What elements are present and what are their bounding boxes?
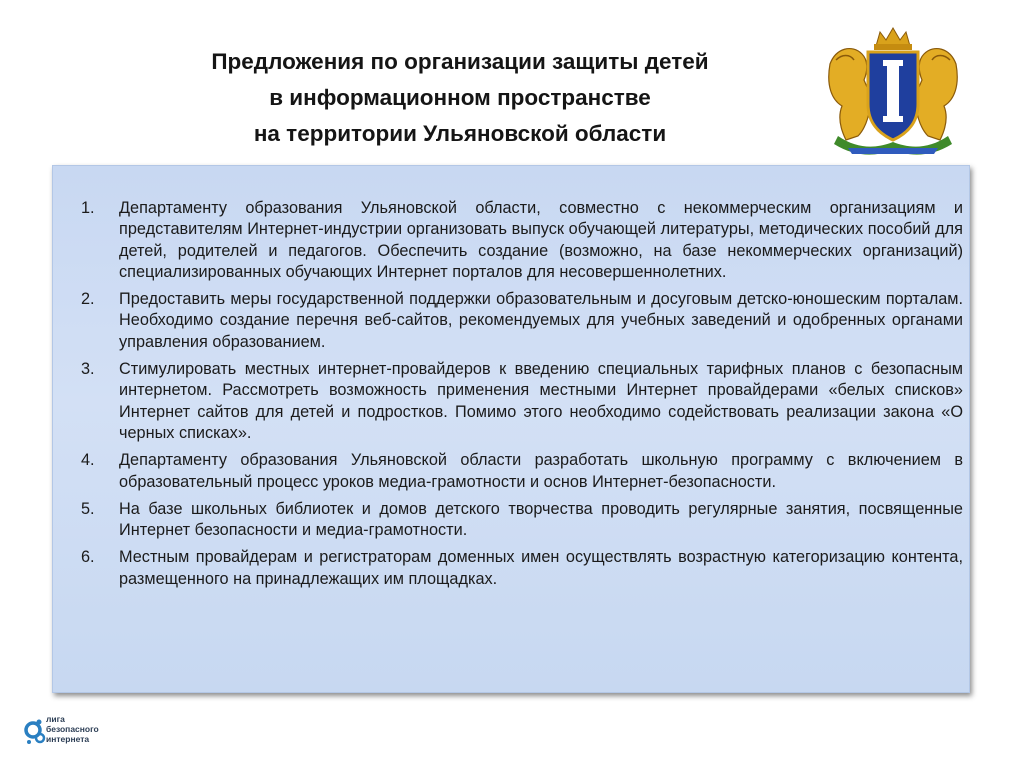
page-title [60,44,860,152]
item-text: Стимулировать местных интернет-провайдеров к введению специальных тарифных планов с безопасным интернетом. Рассмотреть возможность применения местными Интернет провайдерами «белых списков» Интернет сайтов для детей и подростков. Помимо этого необходимо содействовать реализации закона «О черных списках». [119,360,963,442]
list-item [70,289,963,353]
item-number: 6. [81,548,95,567]
list-item [70,547,963,590]
list-item [70,198,963,283]
logo-line-3: интернета [46,734,90,744]
title-line-3: на территории Ульяновской области [253,121,667,146]
logo-text [46,714,99,744]
item-number: 5. [81,499,95,518]
list-item [70,450,963,493]
logo-line-2: безопасного [46,724,99,734]
coat-of-arms-icon [818,24,968,156]
title-line-1: Предложения по организации защиты детей [211,49,709,74]
logo-line-1: лига [46,714,65,724]
item-text: На базе школьных библиотек и домов детского творчества проводить регулярные занятия, посвященные Интернет безопасности и медиа-грамотности. [119,499,963,540]
item-number: 2. [81,290,95,309]
proposals-list [70,198,963,596]
list-item [70,499,963,542]
item-text: Департаменту образования Ульяновской области разработать школьную программу с включением в образовательный процесс уроков медиа-грамотности и основ Интернет-безопасности. [119,451,963,491]
title-line-2: в информационном пространстве [269,85,651,110]
item-number: 3. [81,360,95,379]
item-text: Департаменту образования Ульяновской области, совместно с некоммерческим организациям и представителям Интернет-индустрии организовать выпуск обучающей литературы, методических пособий для детей, родителей и педагогов. Обеспечить создание (возможно, на базе некоммерческих организаций) специализированных обучающих Интернет порталов для несовершеннолетних. [119,199,963,281]
list-item [70,359,963,444]
logo-circles-icon [24,714,46,748]
item-text: Предоставить меры государственной поддержки образовательным и досуговым детско-юношеским порталам. Необходимо создание перечня веб-сайтов, рекомендуемых для учебных заведений и одобренных органами управления образованием. [119,290,963,351]
item-number: 4. [81,451,95,470]
liga-logo [24,711,134,751]
item-number: 1. [81,199,95,217]
item-text: Местным провайдерам и регистраторам доменных имен осуществлять возрастную категоризацию контента, размещенного на принадлежащих им площадках. [119,548,963,588]
